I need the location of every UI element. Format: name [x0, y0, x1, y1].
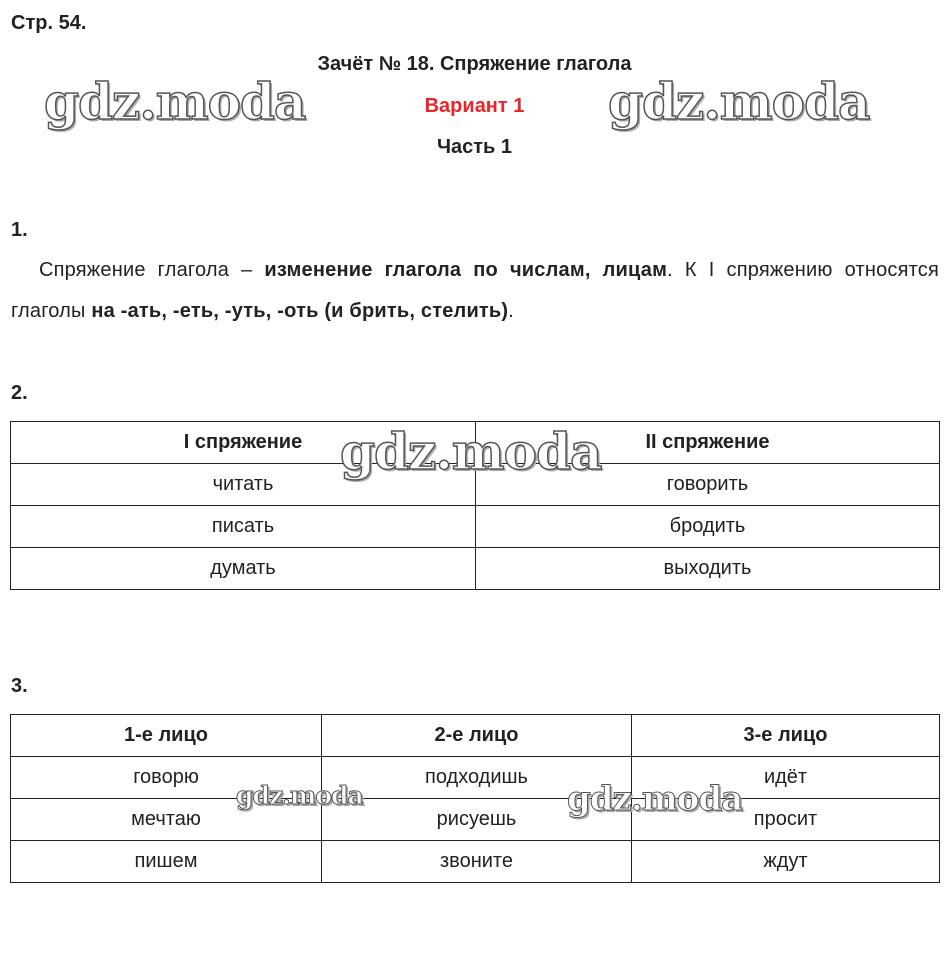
- page-title: Зачёт № 18. Спряжение глагола: [317, 53, 632, 75]
- cell: звоните: [322, 841, 632, 883]
- page-label: Стр. 54.: [11, 12, 87, 34]
- bold-text: на -ать, -еть, -уть, -оть (и брить, стелить): [91, 300, 509, 322]
- header-cell: 3-е лицо: [632, 715, 940, 757]
- header-cell: 2-е лицо: [322, 715, 632, 757]
- watermark-logo: gdz.moda: [44, 72, 306, 131]
- task2-number: 2.: [11, 382, 28, 404]
- table-row: [11, 757, 940, 799]
- watermark-logo: gdz.moda: [340, 422, 602, 481]
- cell: идёт: [632, 757, 940, 799]
- part-label: Часть 1: [436, 136, 513, 158]
- watermark-logo: gdz.moda: [567, 779, 743, 819]
- cell: выходить: [476, 548, 940, 590]
- cell: думать: [11, 548, 476, 590]
- watermark-logo: gdz.moda: [236, 781, 363, 810]
- header-cell: II спряжение: [476, 422, 940, 464]
- task1-number: 1.: [11, 219, 28, 241]
- cell: читать: [11, 464, 476, 506]
- watermark-logo: gdz.moda: [608, 72, 870, 131]
- table-row: [11, 506, 940, 548]
- cell: мечтаю: [11, 799, 322, 841]
- task3-number: 3.: [11, 675, 28, 697]
- header-cell: I спряжение: [11, 422, 476, 464]
- person-table: [10, 714, 940, 883]
- variant-label: Вариант 1: [424, 95, 525, 117]
- cell: писать: [11, 506, 476, 548]
- bold-text: изменение глагола по числам, лицам: [264, 259, 668, 281]
- task1-text: [11, 250, 939, 322]
- cell: говорить: [476, 464, 940, 506]
- cell: рисуешь: [322, 799, 632, 841]
- cell: ждут: [632, 841, 940, 883]
- text: . К I спряжению относятся глаголы: [11, 259, 939, 322]
- table-header-row: [11, 422, 940, 464]
- table-row: [11, 464, 940, 506]
- cell: просит: [632, 799, 940, 841]
- conjugation-table: [10, 421, 940, 590]
- table-row: [11, 841, 940, 883]
- text: .: [508, 300, 515, 322]
- cell: подходишь: [322, 757, 632, 799]
- table-row: [11, 799, 940, 841]
- table-row: [11, 548, 940, 590]
- text: Спряжение глагола –: [39, 259, 265, 281]
- cell: пишем: [11, 841, 322, 883]
- cell: говорю: [11, 757, 322, 799]
- table-header-row: [11, 715, 940, 757]
- header-cell: 1-е лицо: [11, 715, 322, 757]
- cell: бродить: [476, 506, 940, 548]
